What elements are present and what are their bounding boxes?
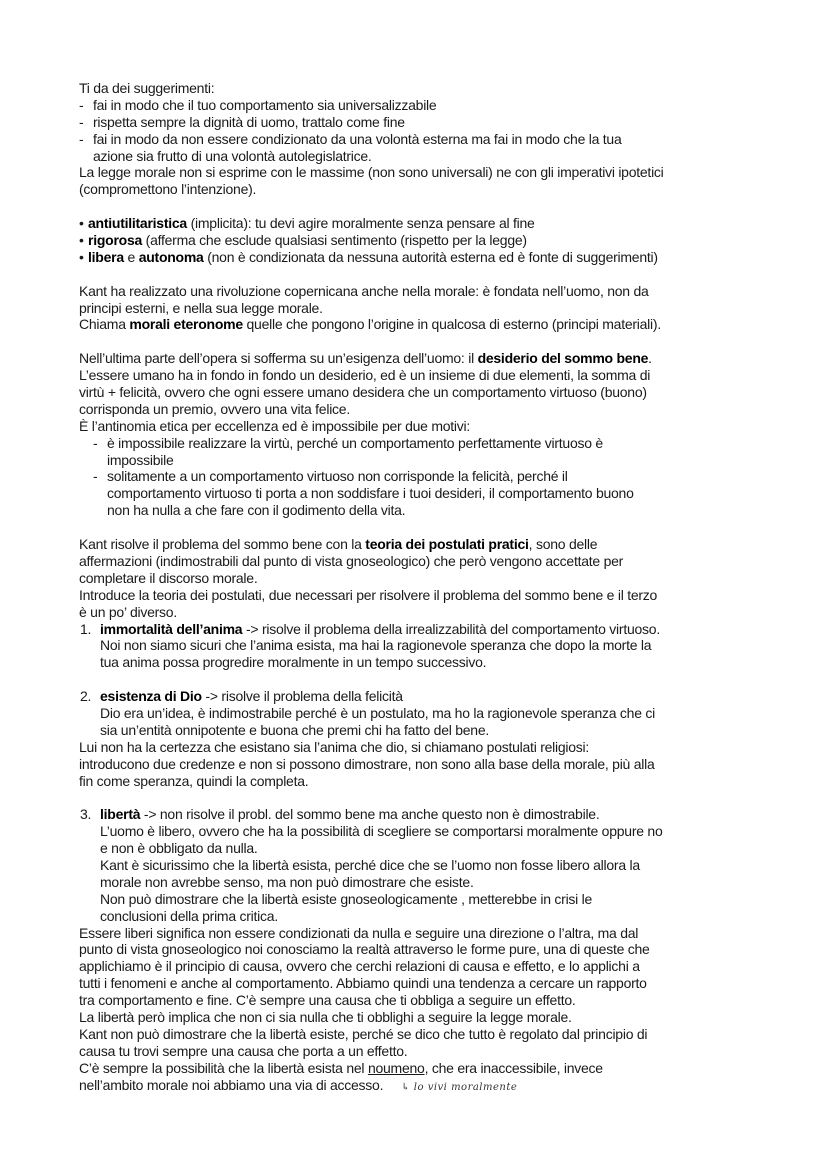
text-line <box>79 300 779 317</box>
text-line <box>79 806 779 823</box>
handwritten-note: ↳ lo vivi moralmente <box>401 1081 518 1093</box>
text-line <box>79 97 779 114</box>
text-segment: corrisponda un premio, ovvero una vita felice. <box>79 400 350 417</box>
text-segment: È l’antinomia etica per eccellenza ed è impossibile per due motivi: <box>79 417 471 434</box>
text-line <box>79 975 779 992</box>
text-segment: nell’ambito morale noi abbiamo una via di accesso. <box>79 1076 384 1093</box>
blank-line <box>79 198 779 215</box>
text-line <box>79 283 779 300</box>
underlined-term: noumeno <box>367 1059 425 1076</box>
blank-line <box>79 333 779 350</box>
text-line <box>79 891 779 908</box>
text-segment: Introduce la teoria dei postulati, due necessari per risolvere il problema del sommo bene e il terzo <box>79 586 658 603</box>
blank-line <box>79 519 779 536</box>
text-line <box>79 958 779 975</box>
text-segment: (compromettono l’intenzione). <box>79 181 257 198</box>
text-line <box>79 857 779 874</box>
bold-term: desiderio del sommo bene <box>477 350 649 367</box>
list-marker: • <box>79 248 84 265</box>
text-segment: rispetta sempre la dignità di uomo, trattalo come fine <box>93 113 405 130</box>
text-line <box>79 215 779 232</box>
text-line <box>79 485 779 502</box>
list-marker: • <box>79 232 84 249</box>
text-line <box>79 384 779 401</box>
text-segment: fai in modo da non essere condizionato da una volontà esterna ma fai in modo che la tua <box>93 130 622 147</box>
list-marker: 2. <box>80 688 92 705</box>
bold-term: immortalità dell’anima <box>100 620 243 637</box>
text-segment: tra comportamento e fine. C’è sempre una causa che ti obbliga a seguire un effetto. <box>79 992 576 1009</box>
bold-term: rigorosa <box>88 232 143 249</box>
text-segment: C’è sempre la possibilità che la libertà esista nel <box>79 1059 368 1076</box>
text-segment: Kant ha realizzato una rivoluzione copernicana anche nella morale: è fondata nell’uomo, non da <box>79 282 649 299</box>
text-segment: Noi non siamo sicuri che l’anima esista, ma hai la ragionevole speranza che dopo la morte la <box>100 637 652 654</box>
text-segment: Lui non ha la certezza che esistano sia l’anima che dio, si chiamano postulati religiosi: <box>79 738 590 755</box>
text-line <box>79 773 779 790</box>
text-segment: (afferma che esclude qualsiasi sentimento (rispetto per la legge) <box>142 232 527 249</box>
text-line <box>79 654 779 671</box>
text-line <box>79 604 779 621</box>
text-line <box>79 739 779 756</box>
text-segment: virtù + felicità, ovvero che ogni essere umano desidera che un comportamento virtuoso (buono) <box>79 384 647 401</box>
bold-term: morali eteronome <box>129 316 243 333</box>
list-marker: - <box>79 130 84 147</box>
text-segment: punto di vista gnoseologico noi conosciamo la realtà attraverso le forme pure, una di queste che <box>79 941 650 958</box>
text-line <box>79 908 779 925</box>
document-page <box>79 80 779 1093</box>
text-segment: sia un’entità onnipotente e buona che premi chi ha fatto del bene. <box>100 721 490 738</box>
text-segment: Kant non può dimostrare che la libertà esiste, perché se dico che tutto è regolato dal principio di <box>79 1025 648 1042</box>
list-marker: 1. <box>80 620 92 637</box>
text-segment: affermazioni (indimostrabili dal punto di vista gnoseologico) che però vengono accettate per <box>79 552 624 569</box>
text-segment: quelle che pongono l’origine in qualcosa di esterno (principi materiali). <box>242 316 661 333</box>
text-segment: -> non risolve il probl. del sommo bene ma anche questo non è dimostrabile. <box>140 806 600 823</box>
text-segment: introducono due credenze e non si possono dimostrare, non sono alla base della morale, più alla <box>79 755 655 772</box>
text-segment: L’essere umano ha in fondo in fondo un desiderio, ed è un insieme di due elementi, la somma di <box>79 367 651 384</box>
text-line <box>79 621 779 638</box>
text-line <box>79 164 779 181</box>
text-segment: La libertà però implica che non ci sia nulla che ti obblighi a seguire la legge morale. <box>79 1008 572 1025</box>
text-segment: applichiamo è il principio di causa, ovvero che cerchi relazioni di causa e effetto, e lo applichi a <box>79 958 640 975</box>
text-segment: (non è condizionata da nessuna autorità esterna ed è fonte di suggerimenti) <box>203 248 658 265</box>
text-line <box>79 249 779 266</box>
text-segment: comportamento virtuoso ti porta a non soddisfare i tuoi desideri, il comportamento buono <box>107 485 634 502</box>
text-segment: fai in modo che il tuo comportamento sia universalizzabile <box>93 96 437 113</box>
text-line <box>79 992 779 1009</box>
blank-line <box>79 789 779 806</box>
text-segment: impossibile <box>107 451 174 468</box>
bold-term: libera <box>88 248 124 265</box>
list-marker: 3. <box>80 806 92 823</box>
text-segment: tua anima possa progredire moralmente in un tempo successivo. <box>100 654 487 671</box>
text-segment: -> risolve il problema della irrealizzabilità del comportamento virtuoso. <box>242 620 660 637</box>
text-line <box>79 1026 779 1043</box>
text-line <box>79 367 779 384</box>
text-segment: è un po’ diverso. <box>79 603 177 620</box>
text-segment: completare il discorso morale. <box>79 569 258 586</box>
text-line <box>79 468 779 485</box>
bold-term: libertà <box>100 806 141 823</box>
text-line <box>79 705 779 722</box>
text-segment: azione sia frutto di una volontà autolegislatrice. <box>93 147 372 164</box>
text-segment: Kant è sicurissimo che la libertà esista, perché dice che se l’uomo non fosse libero allora la <box>100 856 640 873</box>
text-line <box>79 756 779 773</box>
text-segment: L’uomo è libero, ovvero che ha la possibilità di scegliere se comportarsi moralmente oppure no <box>100 823 663 840</box>
text-segment: Essere liberi significa non essere condizionati da nulla e seguire una direzione o l’altra, ma dal <box>79 924 639 941</box>
text-segment: -> risolve il problema della felicità <box>201 688 403 705</box>
text-segment: principi esterni, e nella sua legge morale. <box>79 299 323 316</box>
list-marker: - <box>79 113 84 130</box>
list-marker: - <box>93 434 98 451</box>
text-line <box>79 840 779 857</box>
bold-term: antiutilitaristica <box>88 215 187 232</box>
text-line <box>79 131 779 148</box>
text-line <box>79 823 779 840</box>
text-line <box>79 1009 779 1026</box>
text-segment: Dio era un’idea, è indimostrabile perché è un postulato, ma ho la ragionevole speranza che ci <box>100 704 655 721</box>
text-line <box>79 316 779 333</box>
text-segment: e <box>123 248 139 265</box>
text-line <box>79 1077 779 1094</box>
text-segment: tutti i fenomeni e anche al comportamento. Abbiamo quindi una tendenza a cercare un rapporto <box>79 975 647 992</box>
text-segment: non ha nulla a che fare con il godimento della vita. <box>107 502 406 519</box>
text-line <box>79 874 779 891</box>
text-line <box>79 435 779 452</box>
text-segment: Non può dimostrare che la libertà esiste gnoseologicamente , metterebbe in crisi le <box>100 890 593 907</box>
text-segment: Chiama <box>79 316 130 333</box>
text-segment: , che era inaccessibile, invece <box>424 1059 603 1076</box>
text-line <box>79 452 779 469</box>
text-line <box>79 181 779 198</box>
text-line <box>79 1043 779 1060</box>
text-segment: causa tu trovi sempre una causa che porta a un effetto. <box>79 1042 408 1059</box>
text-line <box>79 80 779 97</box>
text-line <box>79 722 779 739</box>
text-segment: Kant risolve il problema del sommo bene con la <box>79 536 366 553</box>
text-line <box>79 637 779 654</box>
text-line <box>79 418 779 435</box>
text-segment: , sono delle <box>528 536 598 553</box>
text-line <box>79 114 779 131</box>
text-segment: . <box>648 350 652 367</box>
text-line <box>79 688 779 705</box>
bold-term: autonoma <box>138 248 204 265</box>
text-segment: conclusioni della prima critica. <box>100 907 278 924</box>
list-marker: • <box>79 215 84 232</box>
text-line <box>79 401 779 418</box>
text-segment: (implicita): tu devi agire moralmente senza pensare al fine <box>186 215 535 232</box>
bold-term: teoria dei postulati pratici <box>365 536 529 553</box>
text-line <box>79 587 779 604</box>
list-marker: - <box>79 96 84 113</box>
text-line <box>79 350 779 367</box>
text-segment: Ti da dei suggerimenti: <box>79 80 215 96</box>
text-segment: Nell’ultima parte dell’opera si sofferma su un’esigenza dell’uomo: il <box>79 350 478 367</box>
blank-line <box>79 266 779 283</box>
text-segment: La legge morale non si esprime con le massime (non sono universali) ne con gli imperativi ipotetici <box>79 164 664 181</box>
text-line <box>79 536 779 553</box>
text-segment: fin come speranza, quindi la completa. <box>79 772 309 789</box>
text-line <box>79 1060 779 1077</box>
text-segment: morale non avrebbe senso, ma non può dimostrare che esiste. <box>100 873 474 890</box>
text-line <box>79 232 779 249</box>
text-line <box>79 148 779 165</box>
text-line <box>79 502 779 519</box>
text-segment: solitamente a un comportamento virtuoso non corrisponde la felicità, perché il <box>107 468 568 485</box>
blank-line <box>79 671 779 688</box>
text-segment: e non è obbligato da nulla. <box>100 840 258 857</box>
text-segment: è impossibile realizzare la virtù, perché un comportamento perfettamente virtuoso è <box>107 434 603 451</box>
text-line <box>79 925 779 942</box>
list-marker: - <box>93 468 98 485</box>
text-line <box>79 570 779 587</box>
text-line <box>79 941 779 958</box>
bold-term: esistenza di Dio <box>100 688 202 705</box>
text-line <box>79 553 779 570</box>
